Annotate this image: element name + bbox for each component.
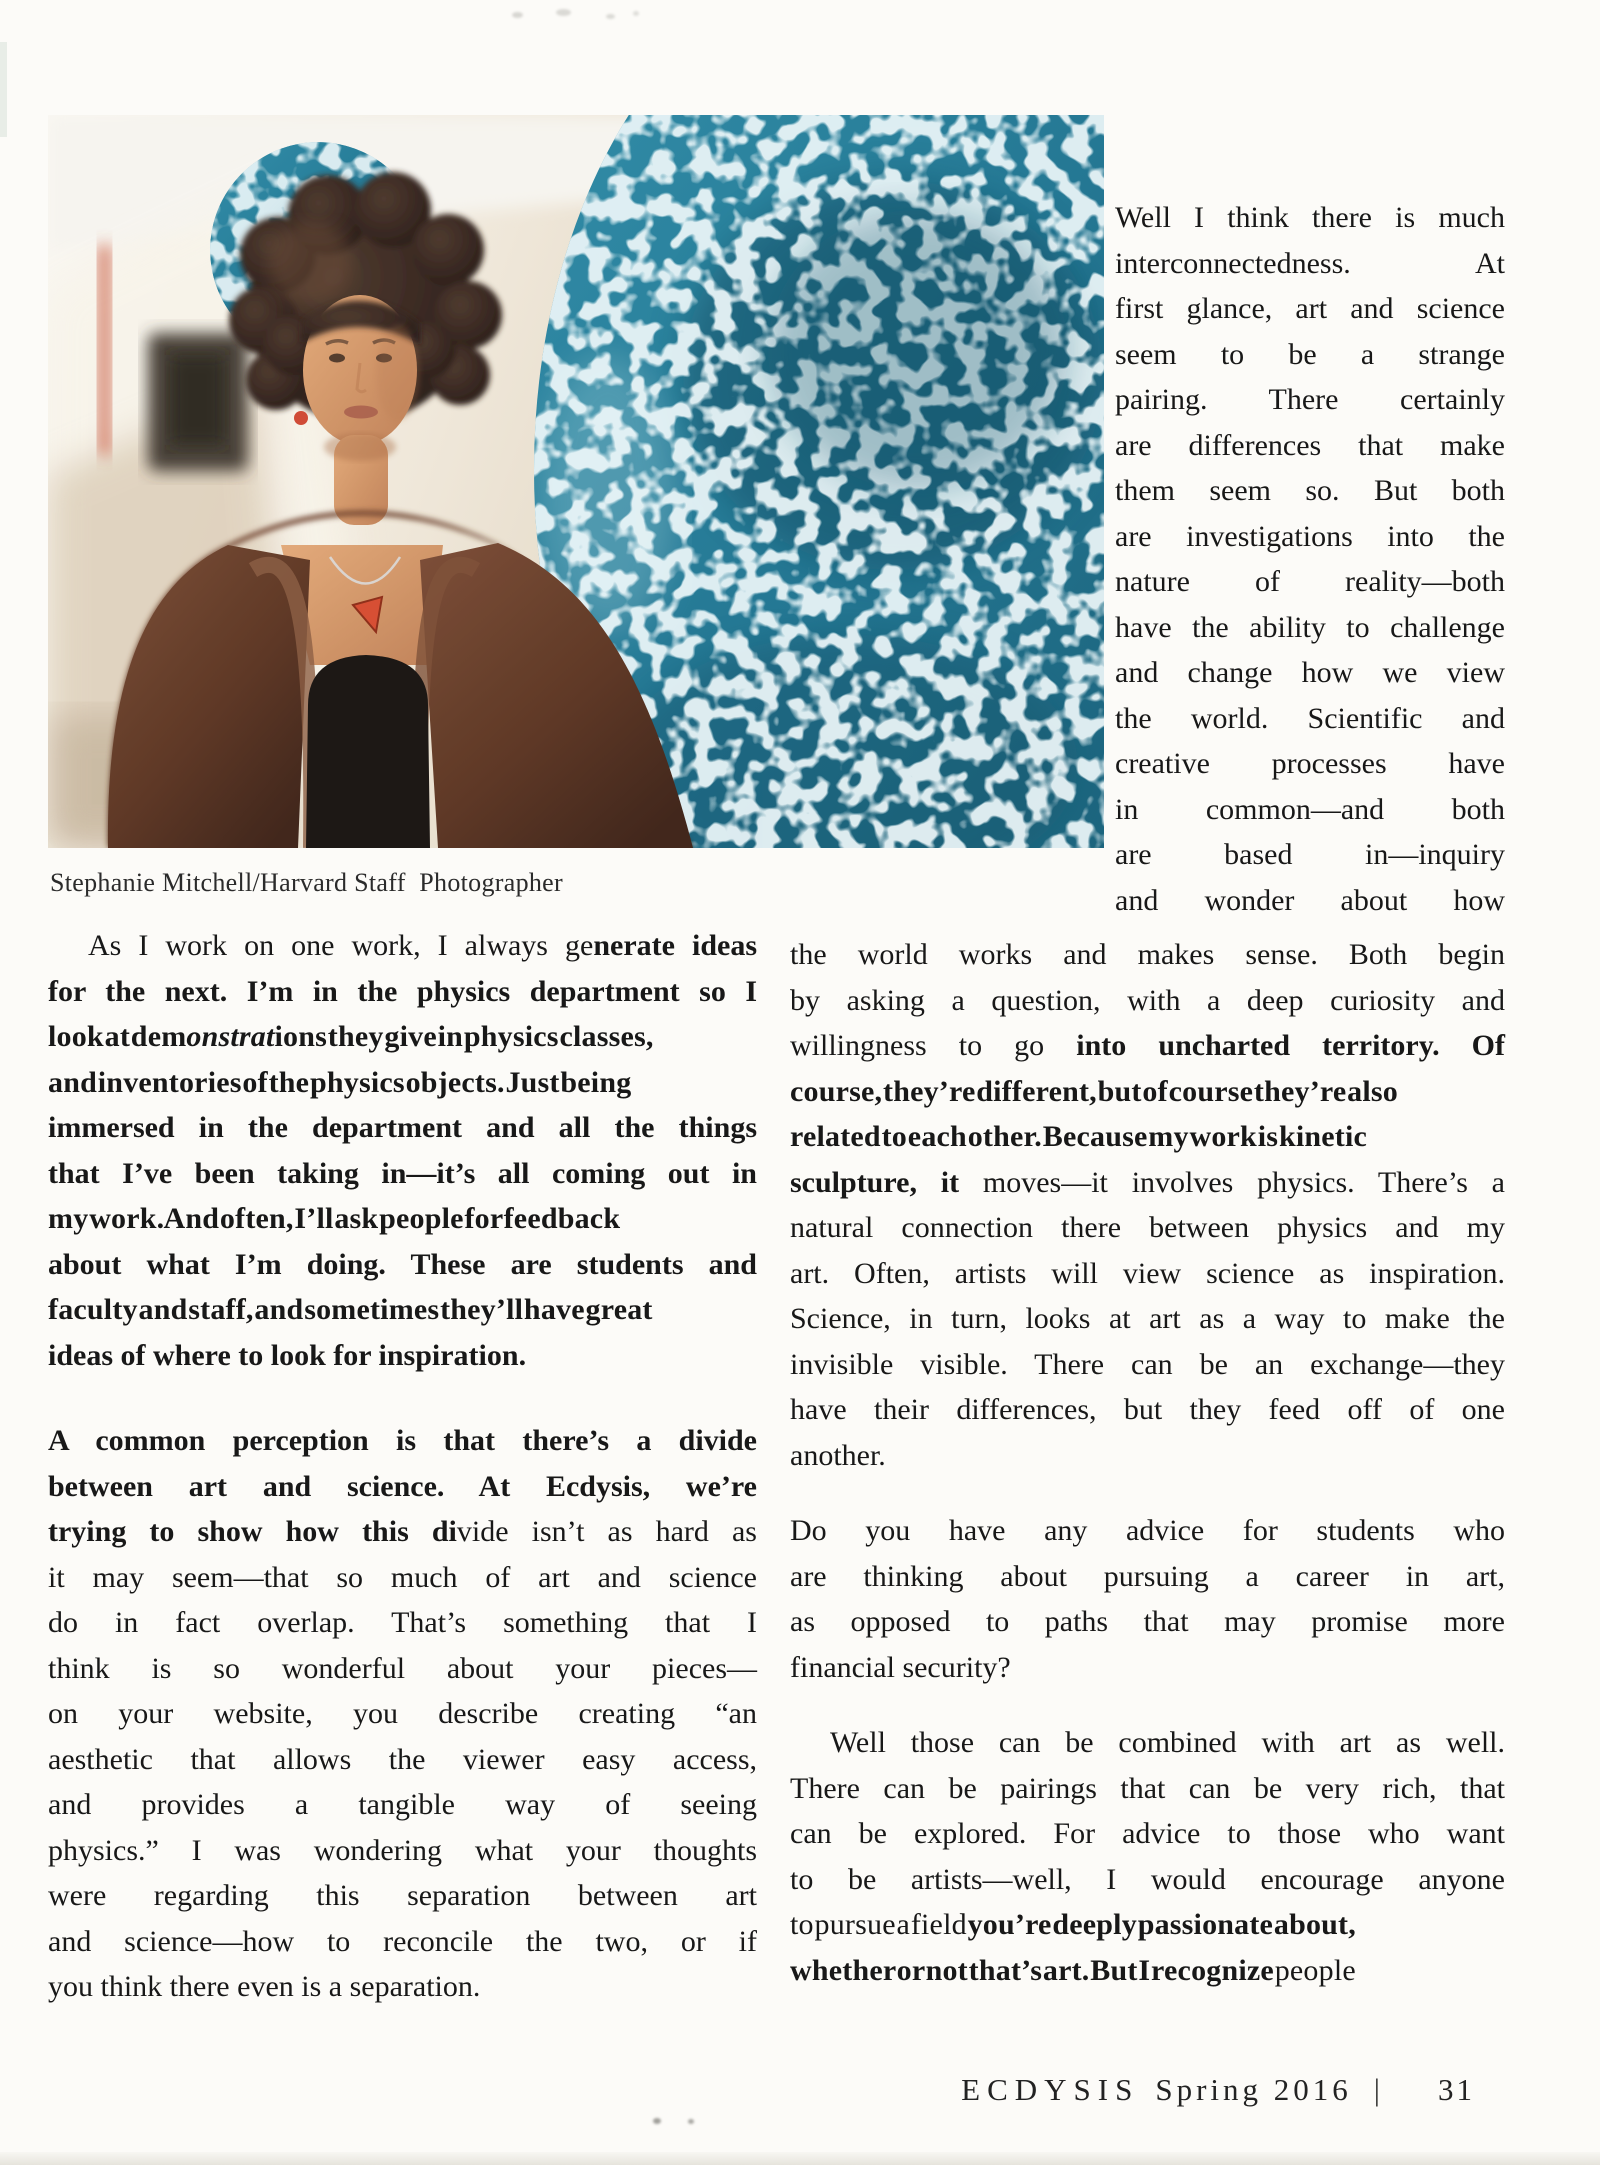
text-line: [48, 1919, 757, 1965]
text-segment: do in fact overlap. That’s something that I: [48, 1606, 757, 1639]
text-line: [1115, 878, 1505, 924]
footer-separator: |: [1373, 2072, 1380, 2107]
text-segment: faculty and staff, and sometimes they’ll have great: [48, 1293, 653, 1326]
text-line: [1115, 423, 1505, 469]
scan-artifact: [688, 2119, 694, 2124]
text-segment: pairing. There certainly: [1115, 383, 1505, 416]
text-line: [48, 1691, 757, 1737]
text-line: [790, 1766, 1505, 1812]
text-line: [48, 1418, 757, 1464]
text-line: [48, 1464, 757, 1510]
text-segment: ions they give in physics classes,: [274, 1020, 654, 1053]
text-line: [1115, 741, 1505, 787]
issue-label: Spring 2016: [1155, 2072, 1352, 2107]
text-line: [48, 1196, 757, 1242]
text-segment: course, they’re different, but of course they’re also: [790, 1074, 1398, 1108]
text-segment: and wonder about how: [1115, 883, 1505, 917]
text-line: [48, 1242, 757, 1288]
text-segment: for the next. I’m in the physics department so I: [48, 974, 757, 1008]
text-line: [48, 1014, 757, 1060]
text-line: [790, 1599, 1505, 1645]
text-line: [790, 1857, 1505, 1903]
text-segment: aesthetic that allows the viewer easy access,: [48, 1742, 757, 1776]
text-line: [48, 969, 757, 1015]
text-line: [790, 1902, 1505, 1948]
text-line: [1115, 559, 1505, 605]
text-segment: on your website, you describe creating “an: [48, 1697, 757, 1730]
text-line: [790, 1114, 1505, 1160]
text-segment: vide isn’t as hard as: [456, 1515, 757, 1548]
text-segment: are differences that make: [1115, 428, 1505, 462]
text-segment: into uncharted territory. Of: [1076, 1029, 1505, 1062]
text-line: [1115, 377, 1505, 423]
text-line: [790, 1205, 1505, 1251]
text-line: [790, 1387, 1505, 1433]
text-segment: physics.” I was wondering what your thoughts: [48, 1833, 757, 1867]
text-line: [48, 1737, 757, 1783]
paragraph: [790, 1508, 1505, 1690]
text-line: [1115, 696, 1505, 742]
paragraph: [790, 1720, 1505, 1993]
text-segment: and change how we view: [1115, 656, 1505, 689]
text-segment: art. Often, artists will view science as inspiration.: [790, 1256, 1505, 1290]
scan-artifact: [633, 11, 639, 16]
text-segment: A common perception is that there’s a divide: [48, 1424, 757, 1457]
text-segment: interconnectedness. At: [1115, 246, 1505, 280]
text-segment: moves—it involves physics. There’s a: [982, 1165, 1505, 1199]
right-column-narrow: [1115, 195, 1505, 923]
text-segment: invisible visible. There can be an exchange—they: [790, 1347, 1505, 1381]
text-segment: were regarding this separation between art: [48, 1879, 757, 1912]
text-line: [790, 1069, 1505, 1115]
artist-portrait-photo: [48, 115, 1104, 848]
text-segment: creative processes have: [1115, 747, 1505, 780]
text-segment: as opposed to paths that may promise more: [790, 1605, 1505, 1638]
text-segment: my work. And often, I’ll ask people for feedback: [48, 1202, 621, 1235]
text-segment: you’re deeply passionate about,: [967, 1908, 1356, 1941]
text-line: [1115, 787, 1505, 833]
text-line: [790, 1508, 1505, 1554]
text-line: [48, 1873, 757, 1919]
text-line: [790, 1645, 1505, 1691]
text-line: [48, 1964, 757, 2010]
text-segment: that I’ve been taking in—it’s all coming out in: [48, 1156, 757, 1190]
text-segment: willingness to go: [790, 1029, 1077, 1062]
photo-credit: Stephanie Mitchell/Harvard Staff Photographer: [50, 868, 563, 897]
text-segment: trying to show how this di: [48, 1515, 457, 1548]
text-line: [48, 1509, 757, 1555]
text-line: [1115, 241, 1505, 287]
text-line: [1115, 650, 1505, 696]
text-line: [48, 1782, 757, 1828]
text-line: [790, 1554, 1505, 1600]
text-segment: related to each other. Because my work is kinetic: [790, 1120, 1368, 1153]
text-segment: about what I’m doing. These are students and: [48, 1247, 757, 1281]
text-line: [48, 1555, 757, 1601]
text-segment: Well those can be combined with art as well.: [830, 1726, 1505, 1759]
scan-artifact: [0, 42, 7, 137]
text-segment: whether or not that’s art. But I recognize: [790, 1953, 1275, 1987]
page-footer: [961, 2072, 1475, 2108]
text-line: [790, 932, 1505, 978]
text-segment: by asking a question, with a deep curiosity and: [790, 983, 1505, 1017]
text-segment: another.: [790, 1438, 886, 1472]
paragraph: [48, 923, 757, 1378]
text-segment: and provides a tangible way of seeing: [48, 1788, 757, 1821]
text-segment: can be explored. For advice to those who want: [790, 1817, 1505, 1850]
text-segment: are investigations into the: [1115, 519, 1505, 553]
text-line: [790, 1251, 1505, 1297]
text-segment: There can be pairings that can be very rich, that: [790, 1771, 1505, 1805]
text-segment: between art and science. At Ecdysis, we’re: [48, 1469, 757, 1503]
text-segment: to pursue a field: [790, 1908, 968, 1941]
text-line: [48, 923, 757, 969]
text-line: [48, 1828, 757, 1874]
text-segment: Science, in turn, looks at art as a way to make the: [790, 1302, 1505, 1335]
text-line: [790, 1811, 1505, 1857]
text-segment: the world works and makes sense. Both begin: [790, 938, 1505, 971]
text-line: [48, 1287, 757, 1333]
text-segment: ideas of where to look for inspiration.: [48, 1338, 527, 1372]
text-line: [790, 1160, 1505, 1206]
paragraph: [790, 932, 1505, 1478]
text-line: [48, 1151, 757, 1197]
text-segment: Well I think there is much: [1115, 201, 1505, 234]
text-segment: immersed in the department and all the things: [48, 1111, 757, 1144]
magazine-title: ECDYSIS: [961, 2072, 1140, 2107]
text-line: [1115, 605, 1505, 651]
text-segment: and inventories of the physics objects. Just being: [48, 1065, 632, 1099]
text-segment: have the ability to challenge: [1115, 610, 1505, 644]
text-segment: onstrat: [186, 1020, 275, 1053]
text-segment: are based in—inquiry: [1115, 838, 1505, 871]
text-segment: financial security?: [790, 1650, 1011, 1684]
text-segment: seem to be a strange: [1115, 337, 1505, 371]
scan-artifact: [606, 14, 615, 19]
scan-artifact: [0, 2152, 1600, 2165]
paragraph: [48, 1418, 757, 2010]
text-segment: people: [1274, 1953, 1356, 1987]
text-line: [48, 1646, 757, 1692]
paragraph: [1115, 195, 1505, 923]
text-line: [48, 1105, 757, 1151]
text-segment: to be artists—well, I would encourage anyone: [790, 1862, 1505, 1896]
text-segment: it may seem—that so much of art and science: [48, 1560, 757, 1594]
text-segment: and science—how to reconcile the two, or if: [48, 1924, 757, 1958]
text-segment: As I work on one work, I always ge: [88, 929, 594, 962]
text-segment: think is so wonderful about your pieces—: [48, 1651, 757, 1685]
text-line: [48, 1333, 757, 1379]
text-line: [790, 1433, 1505, 1479]
text-line: [790, 1023, 1505, 1069]
page-number: 31: [1438, 2072, 1475, 2107]
text-segment: nerate ideas: [593, 929, 757, 962]
text-line: [1115, 832, 1505, 878]
text-segment: sculpture, it: [790, 1165, 983, 1199]
text-segment: look at dem: [48, 1020, 187, 1053]
scan-artifact: [512, 12, 523, 18]
scan-artifact: [556, 9, 571, 16]
left-column: [48, 923, 757, 2010]
text-line: [1115, 286, 1505, 332]
text-segment: Do you have any advice for students who: [790, 1514, 1505, 1547]
text-segment: nature of reality—both: [1115, 565, 1505, 598]
text-line: [790, 1948, 1505, 1994]
text-line: [790, 1296, 1505, 1342]
text-line: [1115, 468, 1505, 514]
artist-portrait-photo-graphic: [48, 115, 1104, 848]
scan-artifact: [653, 2118, 661, 2124]
text-line: [790, 1720, 1505, 1766]
text-line: [1115, 195, 1505, 241]
text-line: [1115, 514, 1505, 560]
text-segment: in common—and both: [1115, 792, 1505, 826]
text-segment: have their differences, but they feed off of one: [790, 1393, 1505, 1426]
text-line: [790, 978, 1505, 1024]
text-line: [1115, 332, 1505, 378]
text-line: [790, 1342, 1505, 1388]
text-segment: the world. Scientific and: [1115, 701, 1505, 735]
right-column-wide: [790, 932, 1505, 1993]
text-segment: first glance, art and science: [1115, 292, 1505, 325]
text-segment: you think there even is a separation.: [48, 1970, 481, 2003]
text-line: [48, 1060, 757, 1106]
text-segment: are thinking about pursuing a career in art,: [790, 1559, 1505, 1593]
text-segment: natural connection there between physics and my: [790, 1211, 1505, 1244]
text-segment: them seem so. But both: [1115, 474, 1505, 507]
text-line: [48, 1600, 757, 1646]
